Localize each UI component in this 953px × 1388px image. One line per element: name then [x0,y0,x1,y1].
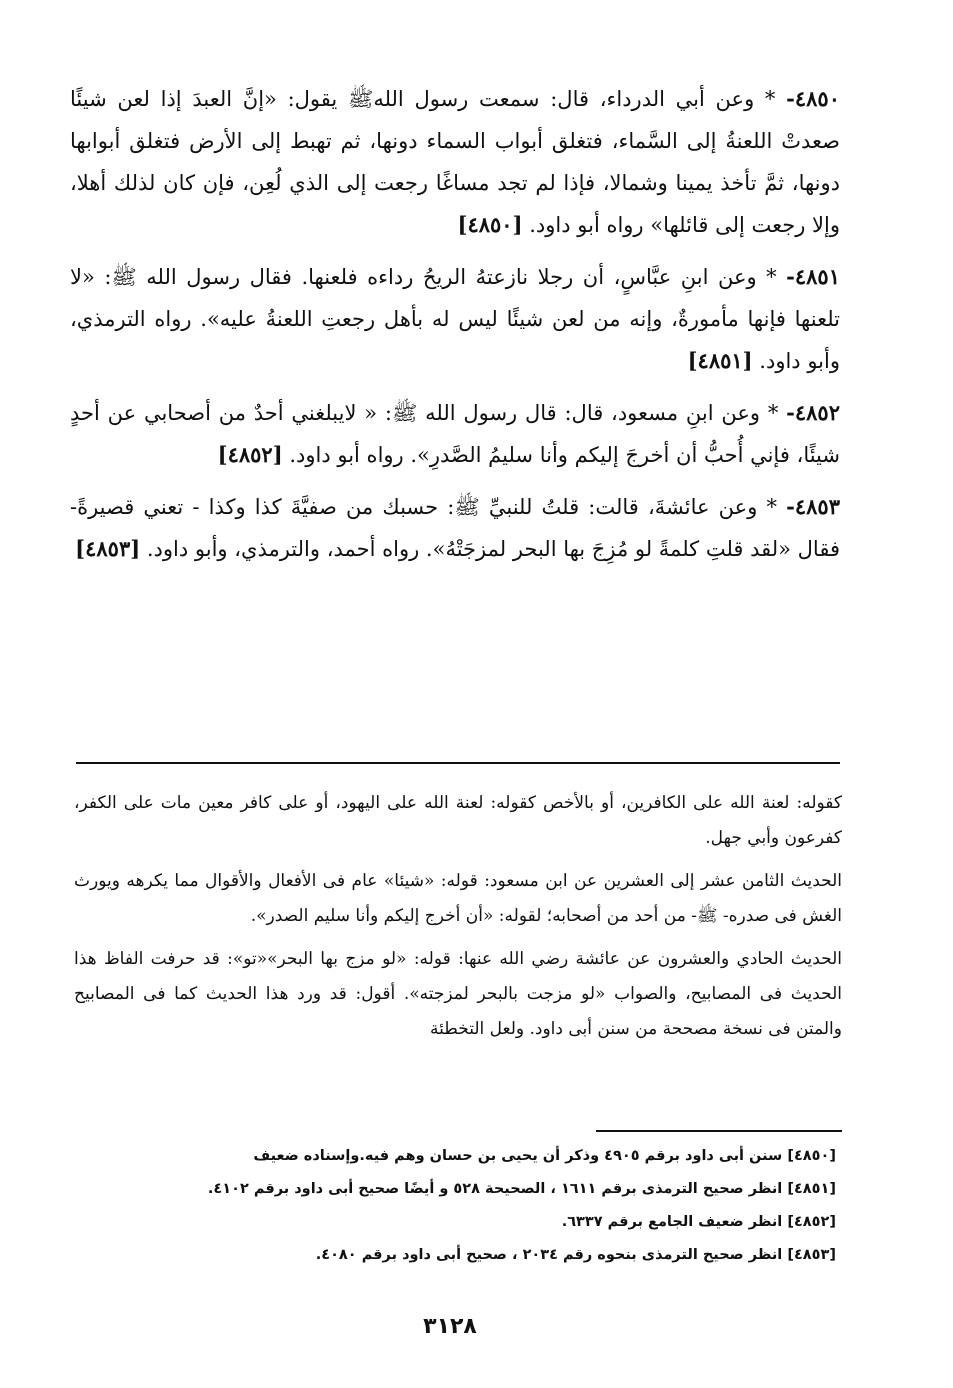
commentary-paragraph: كقوله: لعنة الله على الكافرين، أو بالأخص كقوله: لعنة الله على اليهود، أو على كافر معين مات على الكفر، كفرعون وأبي جهل. [74,793,842,848]
main-text [70,78,840,580]
hadith-text: * وعن ابنِ عبَّاسٍ، أن رجلا نازعتهُ الريحُ رداءه فلعنها. فقال رسول الله ﷺ: «لا تلعنها فإنها مأمورةٌ، وإنه من لعن شيئًا ليس له بأهل رجعتِ اللعنةُ عليه». رواه الترمذي، وأبو داود. [70,265,840,373]
hadith-reference: [٤٨٥٣] [75,536,141,561]
hadith-text: * وعن عائشةَ، قالت: قلتُ للنبيِّ ﷺ: حسبك من صفيَّةَ كذا وكذا - تعني قصيرةً- فقال «لقد قلتِ كلمةً لو مُزِجَ بها البحر لمزجَتْهُ». رواه أحمد، والترمذي، وأبو داود. [70,495,840,561]
hadith-4853 [70,486,840,570]
footnote-item: [٤٨٥٠] سنن أبى داود برقم ٤٩٠٥ وذكر أن يحيى بن حسان وهم فيه.وإسناده ضعيف [253,1148,836,1164]
footnote-item: [٤٨٥١] انظر صحيح الترمذى برقم ١٦١١ ، الصحيحة ٥٢٨ و أيضًا صحيح أبى داود برقم ٤١٠٢. [207,1181,836,1197]
main-divider [76,762,840,764]
hadith-number: ٤٨٥٢- [786,400,840,425]
hadith-reference: [٤٨٥٠] [457,212,523,237]
hadith-number: ٤٨٥٣- [786,494,840,519]
footnote-item: [٤٨٥٣] انظر صحيح الترمذى بنحوه رقم ٢٠٣٤ ، صحيح أبى داود برقم ٤٠٨٠. [315,1247,836,1263]
hadith-reference: [٤٨٥٢] [217,442,283,467]
hadith-reference: [٤٨٥١] [687,348,753,373]
commentary-section [74,786,842,1055]
hadith-4850 [70,78,840,246]
hadith-number: ٤٨٥١- [786,264,840,289]
footnote-item: [٤٨٥٢] انظر ضعيف الجامع برقم ٦٣٣٧. [561,1214,836,1230]
hadith-4851 [70,256,840,382]
commentary-paragraph: الحديث الحادي والعشرون عن عائشة رضي الله عنها: قوله: «لو مزج بها البحر»«تو»: قد حرفت الفاظ هذا الحديث فى المصابيح، والصواب «لو مزجت بالبحر لمزجته». أقول: قد ورد هذا الحديث كما فى المصابيح والمتن فى نسخة مصححة من سنن أبى داود. ولعل التخطئة [74,949,842,1039]
page-number: ٣١٢٨ [423,1314,477,1339]
hadith-text: * وعن ابنِ مسعود، قال: قال رسول الله ﷺ: « لايبلغني أحدٌ من أصحابي عن أحدٍ شيئًا، فإني أُحبُّ أن أخرجَ إليكم وأنا سليمُ الصَّدرِ». رواه أبو داود. [70,401,840,467]
commentary-paragraph: الحديث الثامن عشر إلى العشرين عن ابن مسعود: قوله: «شيئا» عام فى الأفعال والأقوال مما يكرهه ويورث الغش فى صدره- ﷺ- من أحد من أصحابه؛ لقوله: «أن أخرج إليكم وأنا سليم الصدر». [74,871,842,926]
footnotes [120,1140,836,1272]
footnote-divider [596,1130,842,1132]
hadith-number: ٤٨٥٠- [786,86,840,111]
hadith-4852 [70,392,840,476]
hadith-text: * وعن أبي الدرداء، قال: سمعت رسول اللهﷺ يقول: «إنَّ العبدَ إذا لعن شيئًا صعدتْ اللعنةُ إلى السَّماء، فتغلق أبواب السماء دونها، ثم تهبط إلى الأرض فتغلق أبوابها دونها، ثمَّ تأخذ يمينا وشمالا، فإذا لم تجد مساغًا رجعت إلى الذي لُعِن، فإن كان لذلك أهلا، وإلا رجعت إلى قائلها» رواه أبو داود. [70,87,840,237]
